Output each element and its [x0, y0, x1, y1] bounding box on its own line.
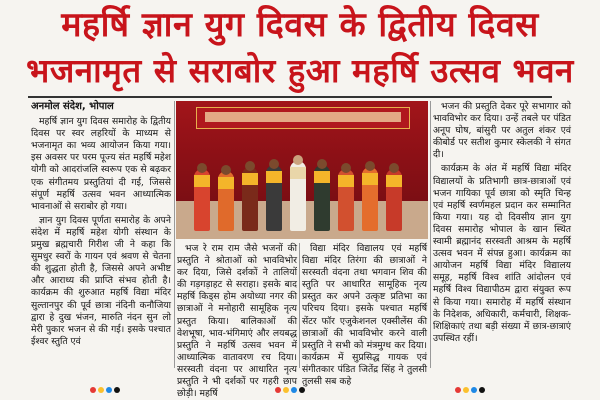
col3-paragraph-1: विद्या मंदिर विद्यालय एवं महर्षि विद्या मंदिर तिरंगा की छात्राओं ने सरस्वती वंदना तथा भगवान शिव की स्तुति पर आधारित सामूहिक नृत्य प्रस्तुत कर अपने उत्कृष्ट प्रतिभा का परिचय दिया। इसके पश्चात महर्षि सेंटर फॉर एजुकेशनल एक्सीलेंस की छात्राओं की भावविभोर करने वाली प्रस्तुति ने सभी को मंत्रमुग्ध कर दिया। कार्यक्रम में सुप्रसिद्ध गायक एवं संगीतकार पंडित जितेंद्र सिंह ने तुलसी तुलसी सब कहे — [302, 243, 427, 388]
article-column-3 — [302, 243, 427, 388]
byline: अनमोल संदेश, भोपाल — [31, 101, 114, 112]
article-column-4 — [433, 101, 571, 366]
headline-line-2: भजनामृत से सराबोर हुआ महर्षि उत्सव भवन — [26, 51, 574, 90]
article-column-2 — [177, 243, 297, 400]
print-register-marks — [90, 378, 132, 384]
print-register-marks — [455, 378, 497, 384]
col4-paragraph-1: भजन की प्रस्तुति देकर पूरे सभागार को भावविभोर कर दिया। उन्हें तबले पर पंडित अनूप घोष, बांसुरी पर अतुल शंकर एवं कीबोर्ड पर सतीश कुमार स्केलकी ने संगत दी। — [433, 101, 571, 161]
col4-paragraph-2: कार्यक्रम के अंत में महर्षि विद्या मंदिर विद्यालयों के प्रतिभागी छात्र-छात्राओं एवं भजन गायिका पूर्व छात्रा को स्मृति चिन्ह एवं महर्षि स्वर्णमहल प्रदान कर सम्मानित किया गया। यह दो दिवसीय ज्ञान युग दिवस समारोह भोपाल के खान स्थित स्वामी ब्रह्मानंद सरस्वती आश्रम के महर्षि उत्सव भवन में संपन्न हुआ। कार्यक्रम का आयोजन महर्षि विद्या मंदिर विद्यालय समूह, महर्षि विश्व शांति आंदोलन एवं महर्षि विश्व विद्यापीठम द्वारा संयुक्त रूप से किया गया। समारोह में महर्षि संस्थान के निदेशक, अधिकारी, कर्मचारी, शिक्षक-शिक्षिकाएं तथा बड़ी संख्या में छात्र-छात्राएं उपस्थित रहीं। — [433, 163, 571, 344]
stage-banner — [196, 107, 410, 129]
article-column-1 — [31, 101, 171, 366]
col1-paragraph-1: महर्षि ज्ञान युग दिवस समारोह के द्वितीय दिवस पर स्वर लहरियों के माध्यम से भजनामृत का भव्य आयोजन किया गया। इस अवसर पर परम पूज्य संत महर्षि महेश योगी को आदरांजलि स्वरूप एक से बढ़कर एक संगीतमय प्रस्तुतियां दी गई, जिससे संपूर्ण महर्षि उत्सव भवन आध्यात्मिक भावनाओं से सराबोर हो गया। — [31, 116, 171, 212]
col1-paragraph-2: ज्ञान युग दिवस पूर्णता समारोह के अपने संदेश में महर्षि महेश योगी संस्थान के प्रमुख ब्रह्मचारी गिरीश जी ने कहा कि सुमधुर स्वरों के गायन एवं श्रवण से चेतना की शुद्धता होती है, जिससे अपने अभीष्ट और आराध्य की प्राप्ति संभव होती है। कार्यक्रम की शुरुआत महर्षि विद्या मंदिर सुल्तानपुर की पूर्व छात्रा नंदिनी कनौजिया द्वारा हे दुख भंजन, मारुति नंदन सुन लो मेरी पुकार भजन से की गई। इसके पश्चात ईश्वर स्तुति एवं — [31, 214, 171, 347]
col2-paragraph-1: भज रे राम राम जैसे भजनों की प्रस्तुति ने श्रोताओं को भावविभोर कर दिया, जिसे दर्शकों ने तालियों की गड़गड़ाहट से सराहा। इसके बाद महर्षि किड्स होम अयोध्या नगर की छात्राओं ने मनोहारी सामूहिक नृत्य प्रस्तुत किया। बालिकाओं की वेशभूषा, भाव-भंगिमाएं और लयबद्ध प्रस्तुति ने महर्षि उत्सव भवन में आध्यात्मिक वातावरण रच दिया। सरस्वती वंदना पर आधारित नृत्य प्रस्तुति ने भी दर्शकों पर गहरी छाप छोड़ी। महर्षि — [177, 243, 297, 400]
print-register-marks — [275, 378, 317, 384]
column-divider — [430, 101, 431, 368]
headline-rule — [28, 96, 552, 98]
event-photo — [176, 101, 428, 239]
column-divider — [174, 101, 175, 368]
headline-line-1: महर्षि ज्ञान युग दिवस के द्वितीय दिवस — [61, 5, 539, 45]
column-divider — [299, 243, 300, 368]
